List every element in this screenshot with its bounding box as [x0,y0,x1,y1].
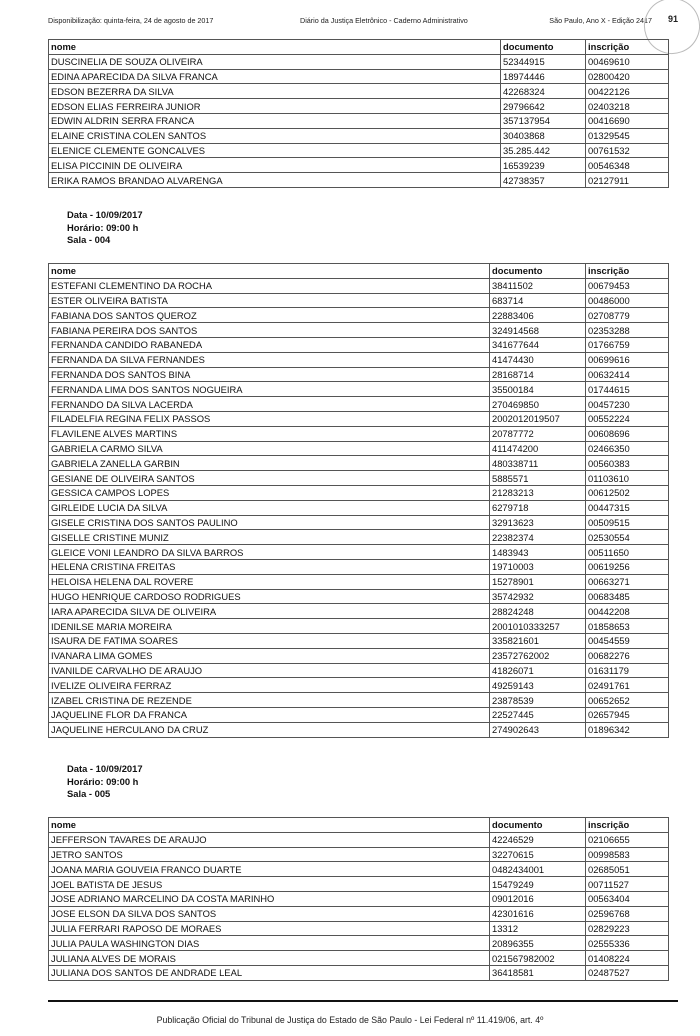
cell-nome: DUSCINELIA DE SOUZA OLIVEIRA [49,54,501,69]
table-row [49,426,669,441]
cell-nome: FERNANDA DOS SANTOS BINA [49,367,490,382]
cell-documento: 38411502 [490,278,586,293]
table-row [49,589,669,604]
cell-documento: 1483943 [490,545,586,560]
cell-nome: FERNANDA DA SILVA FERNANDES [49,352,490,367]
cell-nome: GABRIELA CARMO SILVA [49,441,490,456]
table-row [49,485,669,500]
col-nome: nome [49,40,501,55]
cell-nome: IVANARA LIMA GOMES [49,648,490,663]
cell-inscricao: 01744615 [586,382,669,397]
cell-documento: 32270615 [490,847,586,862]
cell-inscricao: 02106655 [586,832,669,847]
cell-nome: JOSE ADRIANO MARCELINO DA COSTA MARINHO [49,891,490,906]
cell-inscricao: 00663271 [586,574,669,589]
col-inscricao: inscrição [586,264,669,279]
session-time: Horário: 09:00 h [67,221,139,233]
cell-nome: GESSICA CAMPOS LOPES [49,485,490,500]
cell-nome: IARA APARECIDA SILVA DE OLIVEIRA [49,604,490,619]
cell-documento: 19710003 [490,559,586,574]
cell-nome: HELENA CRISTINA FREITAS [49,559,490,574]
cell-documento: 52344915 [501,54,586,69]
cell-documento: 341677644 [490,337,586,352]
session-time: Horário: 09:00 h [67,775,139,787]
cell-inscricao: 01858653 [586,619,669,634]
cell-inscricao: 00511650 [586,545,669,560]
cell-inscricao: 00509515 [586,515,669,530]
cell-inscricao: 01329545 [586,128,669,143]
table-row [49,604,669,619]
table-row [49,965,669,980]
cell-nome: JOSE ELSON DA SILVA DOS SANTOS [49,906,490,921]
cell-nome: HUGO HENRIQUE CARDOSO RODRIGUES [49,589,490,604]
cell-documento: 480338711 [490,456,586,471]
cell-documento: 22527445 [490,707,586,722]
cell-documento: 20787772 [490,426,586,441]
table-row [49,847,669,862]
cell-documento: 35.285.442 [501,143,586,158]
candidates-table-3 [48,817,669,981]
cell-inscricao: 01408224 [586,951,669,966]
cell-nome: FERNANDA CANDIDO RABANEDA [49,337,490,352]
table-row [49,113,669,128]
candidates-table-2 [48,263,669,738]
cell-documento: 35500184 [490,382,586,397]
cell-documento: 20896355 [490,936,586,951]
table-row [49,99,669,114]
cell-nome: JAQUELINE HERCULANO DA CRUZ [49,722,490,737]
cell-inscricao: 00761532 [586,143,669,158]
cell-nome: IDENILSE MARIA MOREIRA [49,619,490,634]
edition-info: São Paulo, Ano X - Edição 2417 [549,16,652,25]
table-row [49,693,669,708]
cell-nome: HELOISA HELENA DAL ROVERE [49,574,490,589]
cell-documento: 42246529 [490,832,586,847]
table-row [49,173,669,188]
cell-nome: FABIANA PEREIRA DOS SANTOS [49,323,490,338]
cell-inscricao: 02596768 [586,906,669,921]
table-row [49,337,669,352]
table-row [49,574,669,589]
availability-date: Disponibilização: quinta-feira, 24 de agosto de 2017 [48,16,214,25]
table-row [49,500,669,515]
cell-nome: GISELE CRISTINA DOS SANTOS PAULINO [49,515,490,530]
cell-documento: 270469850 [490,397,586,412]
session-info-005 [67,763,143,801]
cell-inscricao: 02685051 [586,862,669,877]
cell-nome: IZABEL CRISTINA DE REZENDE [49,693,490,708]
table-row [49,158,669,173]
cell-nome: GESIANE DE OLIVEIRA SANTOS [49,471,490,486]
cell-inscricao: 02491761 [586,678,669,693]
table-row [49,397,669,412]
cell-inscricao: 00416690 [586,113,669,128]
cell-nome: EDSON ELIAS FERREIRA JUNIOR [49,99,501,114]
table-row [49,382,669,397]
table-row [49,84,669,99]
table-header-row [49,264,669,279]
cell-inscricao: 02657945 [586,707,669,722]
table-row [49,323,669,338]
footer-text: Publicação Oficial do Tribunal de Justiça do Estado de São Paulo - Lei Federal nº 11.419/06, art. 4º [156,1015,544,1025]
table-row [49,69,669,84]
table-row [49,891,669,906]
cell-documento: 357137954 [501,113,586,128]
cell-nome: ERIKA RAMOS BRANDAO ALVARENGA [49,173,501,188]
cell-inscricao: 00563404 [586,891,669,906]
cell-documento: 13312 [490,921,586,936]
cell-documento: 15479249 [490,877,586,892]
cell-nome: ISAURA DE FATIMA SOARES [49,633,490,648]
session-info-004 [67,209,143,247]
cell-inscricao: 00612502 [586,485,669,500]
cell-inscricao: 00447315 [586,500,669,515]
cell-inscricao: 00546348 [586,158,669,173]
cell-nome: IVELIZE OLIVEIRA FERRAZ [49,678,490,693]
col-documento: documento [490,264,586,279]
table-row [49,278,669,293]
cell-nome: FERNANDA LIMA DOS SANTOS NOGUEIRA [49,382,490,397]
table-row [49,471,669,486]
cell-nome: JULIA FERRARI RAPOSO DE MORAES [49,921,490,936]
table-row [49,951,669,966]
cell-nome: FLAVILENE ALVES MARTINS [49,426,490,441]
cell-inscricao: 00422126 [586,84,669,99]
cell-documento: 35742932 [490,589,586,604]
cell-documento: 21283213 [490,485,586,500]
page-number: 91 [667,14,678,24]
cell-documento: 274902643 [490,722,586,737]
table-row [49,352,669,367]
cell-nome: GIRLEIDE LUCIA DA SILVA [49,500,490,515]
col-inscricao: inscrição [586,40,669,55]
cell-nome: ELAINE CRISTINA COLEN SANTOS [49,128,501,143]
cell-inscricao: 00699616 [586,352,669,367]
session-date: Data - 10/09/2017 [67,209,143,220]
table-row [49,862,669,877]
footer-divider [48,1000,678,1002]
cell-documento: 2002012019507 [490,411,586,426]
cell-inscricao: 02800420 [586,69,669,84]
cell-inscricao: 00619256 [586,559,669,574]
table-row [49,293,669,308]
col-nome: nome [49,818,490,833]
cell-inscricao: 02127911 [586,173,669,188]
cell-inscricao: 00683485 [586,589,669,604]
cell-nome: FILADELFIA REGINA FELIX PASSOS [49,411,490,426]
cell-nome: ESTEFANI CLEMENTINO DA ROCHA [49,278,490,293]
cell-nome: JEFFERSON TAVARES DE ARAUJO [49,832,490,847]
table-row [49,143,669,158]
cell-inscricao: 02353288 [586,323,669,338]
session-room: Sala - 005 [67,788,111,799]
cell-documento: 23878539 [490,693,586,708]
cell-nome: JOEL BATISTA DE JESUS [49,877,490,892]
cell-documento: 28168714 [490,367,586,382]
cell-inscricao: 00608696 [586,426,669,441]
cell-nome: JOANA MARIA GOUVEIA FRANCO DUARTE [49,862,490,877]
table-row [49,877,669,892]
table-row [49,663,669,678]
cell-inscricao: 00457230 [586,397,669,412]
cell-inscricao: 01103610 [586,471,669,486]
session-date: Data - 10/09/2017 [67,763,143,774]
table-row [49,936,669,951]
cell-nome: JULIA PAULA WASHINGTON DIAS [49,936,490,951]
table-row [49,411,669,426]
cell-documento: 23572762002 [490,648,586,663]
cell-documento: 335821601 [490,633,586,648]
cell-documento: 49259143 [490,678,586,693]
cell-documento: 6279718 [490,500,586,515]
cell-nome: JETRO SANTOS [49,847,490,862]
cell-inscricao: 00454559 [586,633,669,648]
table-row [49,456,669,471]
cell-nome: EDSON BEZERRA DA SILVA [49,84,501,99]
cell-inscricao: 00998583 [586,847,669,862]
table-row [49,921,669,936]
cell-nome: GISELLE CRISTINE MUNIZ [49,530,490,545]
cell-documento: 22382374 [490,530,586,545]
cell-inscricao: 01631179 [586,663,669,678]
cell-nome: GLEICE VONI LEANDRO DA SILVA BARROS [49,545,490,560]
cell-inscricao: 00469610 [586,54,669,69]
cell-documento: 683714 [490,293,586,308]
cell-documento: 32913623 [490,515,586,530]
cell-documento: 16539239 [501,158,586,173]
cell-inscricao: 02403218 [586,99,669,114]
journal-title: Diário da Justiça Eletrônico - Caderno Administrativo [300,16,468,25]
cell-documento: 021567982002 [490,951,586,966]
table-row [49,678,669,693]
cell-documento: 36418581 [490,965,586,980]
table-row [49,633,669,648]
table-row [49,367,669,382]
cell-documento: 0482434001 [490,862,586,877]
cell-documento: 42268324 [501,84,586,99]
cell-inscricao: 00679453 [586,278,669,293]
cell-inscricao: 02555336 [586,936,669,951]
col-documento: documento [501,40,586,55]
table-row [49,832,669,847]
cell-nome: GABRIELA ZANELLA GARBIN [49,456,490,471]
cell-nome: FABIANA DOS SANTOS QUEROZ [49,308,490,323]
table-row [49,619,669,634]
cell-inscricao: 00682276 [586,648,669,663]
cell-nome: IVANILDE CARVALHO DE ARAUJO [49,663,490,678]
table-row [49,308,669,323]
page-header [48,14,678,28]
col-documento: documento [490,818,586,833]
table-row [49,648,669,663]
table-row [49,54,669,69]
cell-documento: 29796642 [501,99,586,114]
cell-inscricao: 00632414 [586,367,669,382]
table-row [49,906,669,921]
cell-documento: 09012016 [490,891,586,906]
table-header-row [49,40,669,55]
cell-inscricao: 00711527 [586,877,669,892]
table-row [49,441,669,456]
cell-documento: 2001010333257 [490,619,586,634]
cell-inscricao: 00560383 [586,456,669,471]
cell-documento: 5885571 [490,471,586,486]
cell-inscricao: 02829223 [586,921,669,936]
cell-documento: 41826071 [490,663,586,678]
cell-documento: 28824248 [490,604,586,619]
table-row [49,559,669,574]
cell-documento: 22883406 [490,308,586,323]
cell-nome: ELISA PICCININ DE OLIVEIRA [49,158,501,173]
cell-inscricao: 02466350 [586,441,669,456]
cell-documento: 15278901 [490,574,586,589]
cell-inscricao: 00486000 [586,293,669,308]
cell-inscricao: 00442208 [586,604,669,619]
cell-documento: 18974446 [501,69,586,84]
cell-nome: ELENICE CLEMENTE GONCALVES [49,143,501,158]
cell-nome: JULIANA ALVES DE MORAIS [49,951,490,966]
col-nome: nome [49,264,490,279]
cell-documento: 324914568 [490,323,586,338]
candidates-table-1 [48,39,669,188]
cell-inscricao: 02530554 [586,530,669,545]
cell-inscricao: 02487527 [586,965,669,980]
table-header-row [49,818,669,833]
table-row [49,722,669,737]
table-row [49,545,669,560]
cell-nome: ESTER OLIVEIRA BATISTA [49,293,490,308]
cell-nome: EDINA APARECIDA DA SILVA FRANCA [49,69,501,84]
cell-inscricao: 01766759 [586,337,669,352]
cell-inscricao: 02708779 [586,308,669,323]
cell-documento: 411474200 [490,441,586,456]
cell-documento: 42738357 [501,173,586,188]
cell-documento: 30403868 [501,128,586,143]
col-inscricao: inscrição [586,818,669,833]
cell-documento: 41474430 [490,352,586,367]
cell-nome: JAQUELINE FLOR DA FRANCA [49,707,490,722]
table-row [49,530,669,545]
cell-nome: JULIANA DOS SANTOS DE ANDRADE LEAL [49,965,490,980]
cell-nome: EDWIN ALDRIN SERRA FRANCA [49,113,501,128]
table-row [49,515,669,530]
cell-inscricao: 01896342 [586,722,669,737]
session-room: Sala - 004 [67,234,111,245]
cell-inscricao: 00652652 [586,693,669,708]
table-row [49,128,669,143]
cell-nome: FERNANDO DA SILVA LACERDA [49,397,490,412]
cell-inscricao: 00552224 [586,411,669,426]
cell-documento: 42301616 [490,906,586,921]
table-row [49,707,669,722]
